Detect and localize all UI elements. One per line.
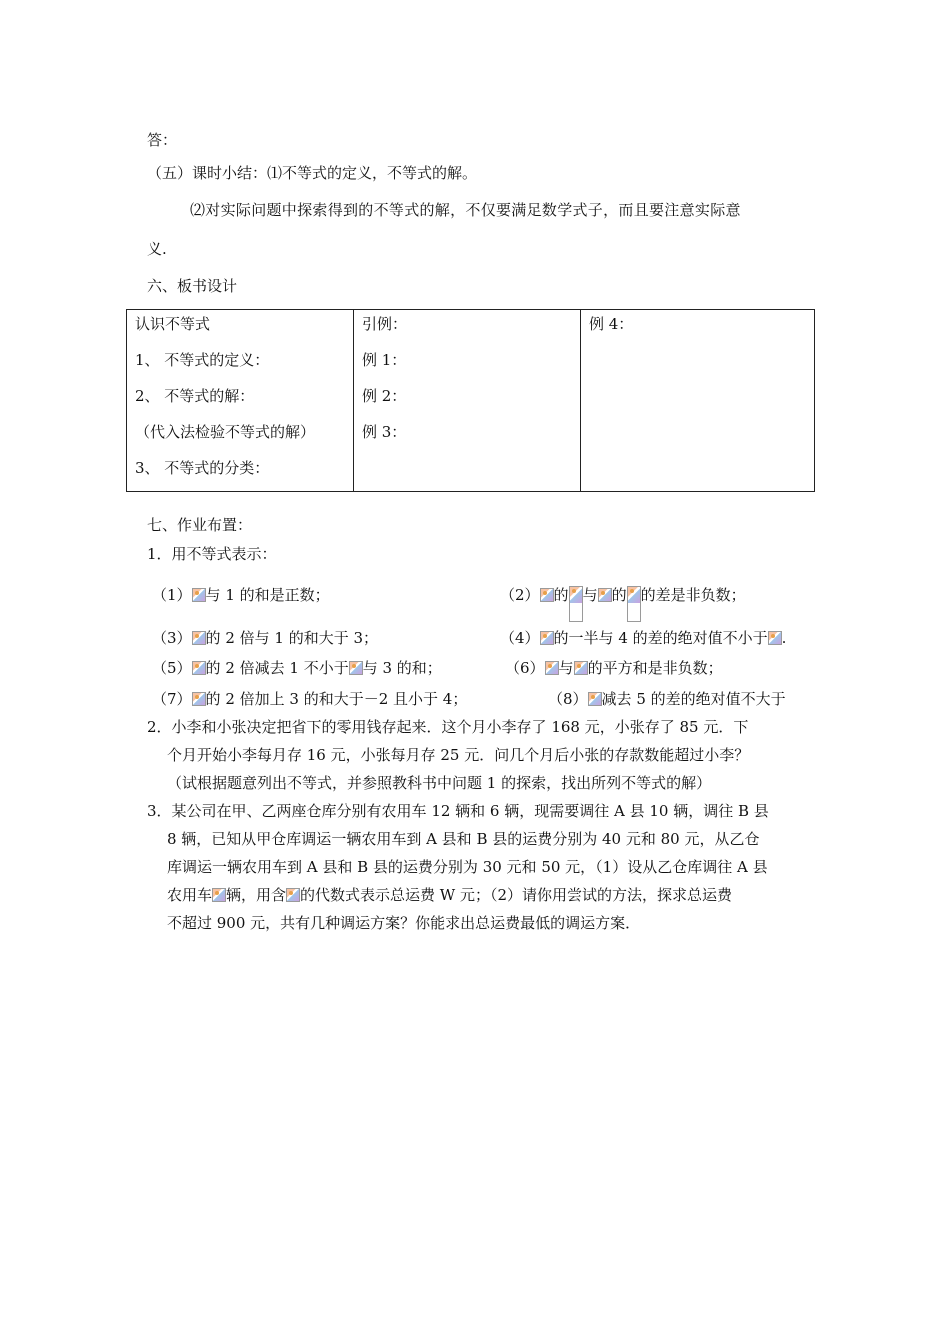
q3-line-4: [167, 885, 732, 905]
board-col3-line: 例 4：: [589, 315, 634, 333]
board-col1-line: 3、 不等式的分类：: [135, 459, 270, 477]
q1-item-7: [152, 689, 467, 709]
formula-image-icon: [192, 631, 206, 645]
q1-item-5: [152, 658, 442, 678]
q2-line-2: 个月开始小李每月存 16 元，小张每月存 25 元．问几个月后小张的存款数能超过小李？: [167, 746, 750, 764]
item-text: .: [781, 629, 787, 647]
item-text: 的 2 倍加上 3 的和大于－2 且小于 4；: [205, 690, 468, 708]
formula-image-icon: [569, 586, 583, 622]
formula-image-icon: [768, 631, 782, 645]
q3-line-5: 不超过 900 元，共有几种调运方案？你能求出总运费最低的调运方案．: [167, 914, 641, 932]
item-text: 的差是非负数；: [640, 586, 746, 604]
q3-text: 的代数式表示总运费 W 元；（2）请你用尝试的方法，探求总运费: [300, 886, 733, 904]
q3-line-3: 库调运一辆农用车到 A 县和 B 县的运费分别为 30 元和 50 元，（1）设从乙仓库调往 A 县: [167, 858, 768, 876]
formula-image-icon: [540, 588, 554, 602]
item-number: （8）: [548, 690, 588, 708]
q2-line-1: 2．小李和小张决定把省下的零用钱存起来．这个月小李存了 168 元，小张存了 85 元．下: [147, 718, 749, 736]
formula-image-icon: [540, 631, 554, 645]
board-col2-line: 例 2：: [362, 387, 407, 405]
summary-heading: （五）课时小结：⑴不等式的定义，不等式的解。: [147, 164, 478, 182]
item-number: （1）: [152, 586, 192, 604]
item-text: 减去 5 的差的绝对值不大于: [601, 690, 786, 708]
formula-image-icon: [574, 661, 588, 675]
summary-point-2-continued: 义.: [147, 240, 167, 258]
item-text: 的: [553, 586, 569, 604]
item-number: （7）: [152, 690, 192, 708]
board-col2-line: 例 3：: [362, 423, 407, 441]
board-col2-line: 例 1：: [362, 351, 407, 369]
q3-line-2: 8 辆，已知从甲仓库调运一辆农用车到 A 县和 B 县的运费分别为 40 元和 80 元，从乙仓: [167, 830, 760, 848]
board-col1-line: 认识不等式: [135, 315, 211, 333]
board-col1-line: 2、 不等式的解：: [135, 387, 255, 405]
item-text: 的 2 倍与 1 的和大于 3；: [205, 629, 379, 647]
item-number: （5）: [152, 659, 192, 677]
item-number: （3）: [152, 629, 192, 647]
item-text: 的平方和是非负数；: [587, 659, 723, 677]
formula-image-icon: [212, 888, 226, 902]
q3-text: 农用车: [167, 886, 213, 904]
formula-image-icon: [627, 586, 641, 622]
item-text: 与 3 的和；: [362, 659, 442, 677]
board-col1-line: （代入法检验不等式的解）: [135, 423, 316, 441]
item-text: 的一半与 4 的差的绝对值不小于: [553, 629, 768, 647]
q1-item-4: [500, 628, 786, 648]
item-number: （4）: [500, 629, 540, 647]
item-number: （2）: [500, 586, 540, 604]
formula-image-icon: [545, 661, 559, 675]
formula-image-icon: [286, 888, 300, 902]
formula-image-icon: [598, 588, 612, 602]
q1-item-2: [500, 585, 746, 622]
item-text: 与: [582, 586, 598, 604]
item-text: 的 2 倍减去 1 不小于: [205, 659, 349, 677]
q2-line-3: （试根据题意列出不等式，并参照教科书中问题 1 的探索，找出所列不等式的解）: [167, 774, 712, 792]
formula-image-icon: [192, 692, 206, 706]
board-column-2: [354, 310, 581, 492]
q1-item-6: [505, 658, 723, 678]
item-text: 与: [558, 659, 574, 677]
item-number: （6）: [505, 659, 545, 677]
board-column-1: [127, 310, 354, 492]
section-7-title: 七、作业布置：: [147, 516, 253, 534]
board-col2-line: 引例：: [362, 315, 408, 333]
q3-text: 辆，用含: [226, 886, 287, 904]
answer-label: 答：: [147, 131, 178, 149]
board-col1-line: 1、 不等式的定义：: [135, 351, 270, 369]
q3-line-1: 3．某公司在甲、乙两座仓库分别有农用车 12 辆和 6 辆，现需要调往 A 县 10 辆，调往 B 县: [147, 802, 769, 820]
item-text: 与 1 的和是正数；: [205, 586, 330, 604]
formula-image-icon: [588, 692, 602, 706]
q1-item-1: [152, 585, 330, 605]
formula-image-icon: [192, 661, 206, 675]
item-text: 的: [611, 586, 627, 604]
board-column-3: [581, 310, 815, 492]
q1-item-8: [548, 689, 786, 709]
formula-image-icon: [349, 661, 363, 675]
summary-point-2: ⑵对实际问题中探索得到的不等式的解，不仅要满足数学式子，而且要注意实际意: [190, 201, 741, 219]
formula-image-icon: [192, 588, 206, 602]
q1-intro: 1．用不等式表示：: [147, 545, 277, 563]
section-6-title: 六、板书设计: [147, 277, 238, 295]
q1-item-3: [152, 628, 378, 648]
board-design-table: [126, 309, 815, 492]
